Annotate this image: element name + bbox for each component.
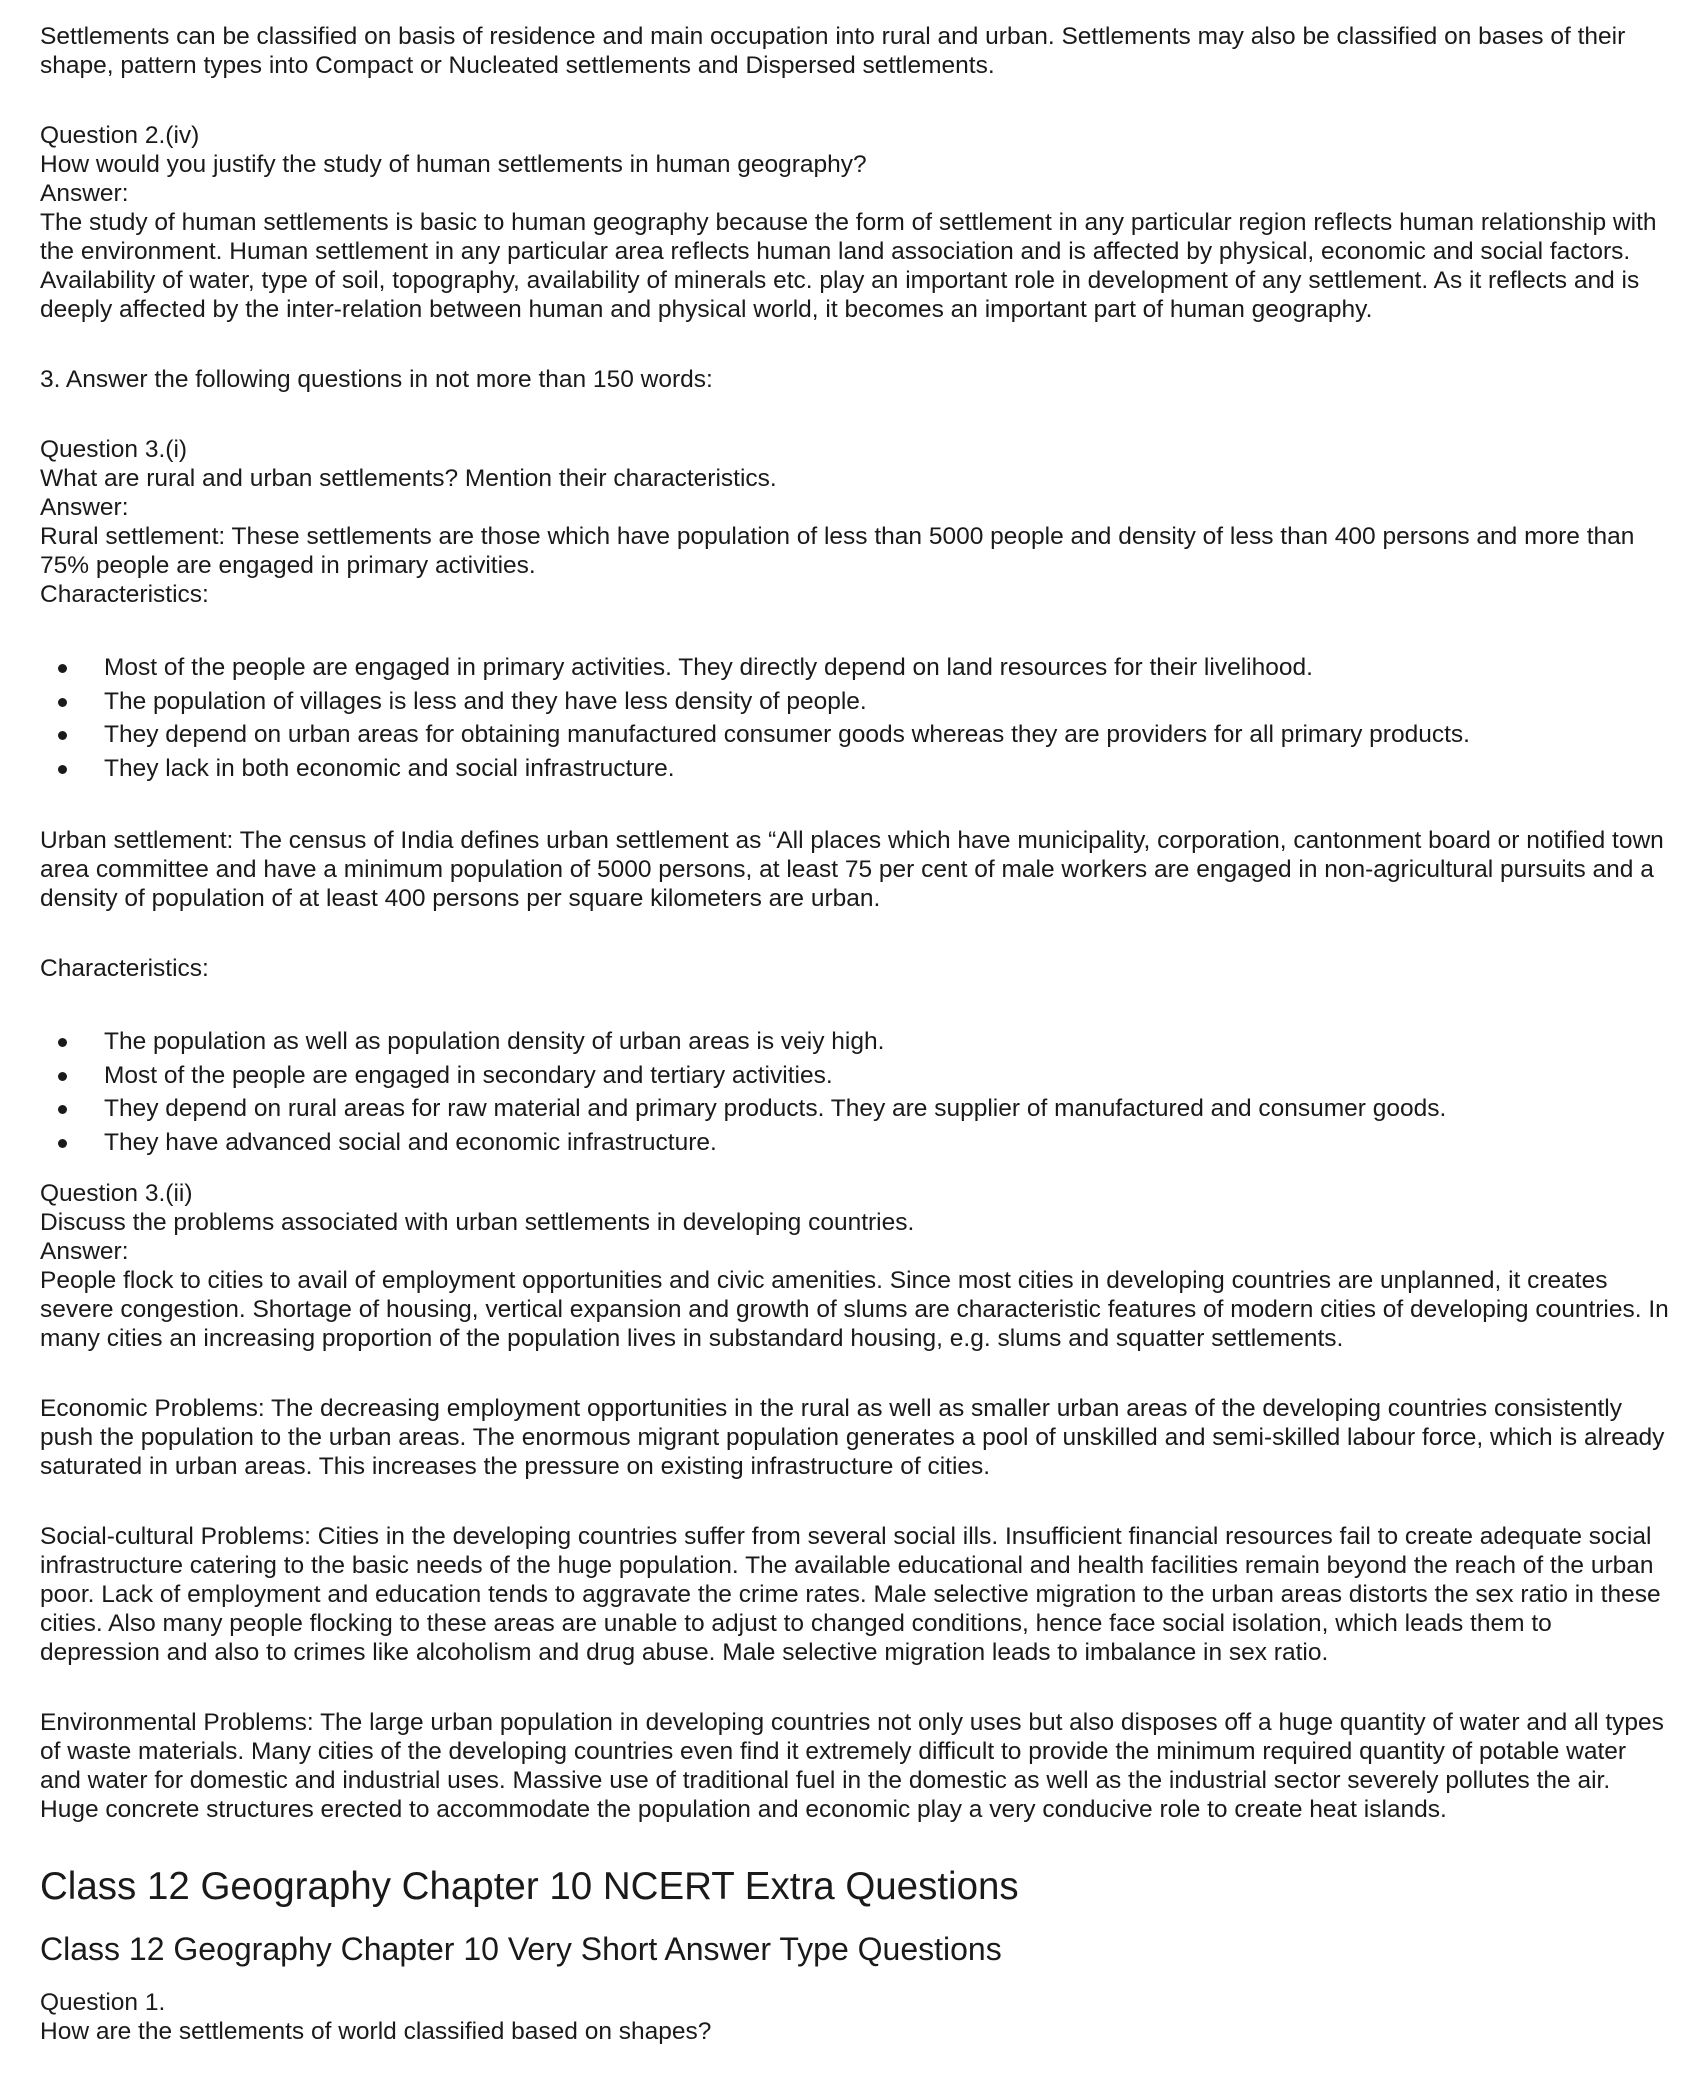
very-short-answer-heading: Class 12 Geography Chapter 10 Very Short Answer Type Questions bbox=[40, 1931, 1002, 1967]
question-label: Question 3.(i) bbox=[40, 436, 188, 463]
question-text: Discuss the problems associated with urban settlements in developing countries. bbox=[40, 1209, 915, 1236]
question-2-iv bbox=[40, 121, 1672, 324]
question-3-i bbox=[40, 435, 1672, 1159]
extra-questions-heading: Class 12 Geography Chapter 10 NCERT Extra Questions bbox=[40, 1865, 1019, 1908]
question-text: What are rural and urban settlements? Mention their characteristics. bbox=[40, 465, 777, 492]
rural-settlement-text: Rural settlement: These settlements are those which have population of less than 5000 people and density of less than 400 persons and more than 75% people are engaged in primary activities. bbox=[40, 523, 1635, 579]
intro-paragraph: Settlements can be classified on basis of residence and main occupation into rural and urban. Settlements may also be classified on bases of their shape, pattern types into Compact or Nucleated settlements and Dispersed settlements. bbox=[40, 23, 1626, 79]
list-item: They depend on rural areas for raw material and primary products. They are supplier of manufactured and consumer goods. bbox=[104, 1092, 1672, 1126]
social-cultural-problems-text: Social-cultural Problems: Cities in the developing countries suffer from several social ills. Insufficient financial resources fail to create adequate social infrastructure catering to the basic needs of the huge population. The available educational and health facilities remain beyond the reach of the urban poor. Lack of employment and education tends to aggravate the crime rates. Male selective migration to the urban areas distorts the sex ratio in these cities. Also many people flocking to these areas are unable to adjust to changed conditions, hence face social isolation, which leads them to depression and also to crimes like alcoholism and drug abuse. Male selective migration leads to imbalance in sex ratio. bbox=[40, 1523, 1661, 1666]
list-item: Most of the people are engaged in primary activities. They directly depend on land resources for their livelihood. bbox=[104, 651, 1672, 685]
answer-text: The study of human settlements is basic to human geography because the form of settlement in any particular region reflects human relationship with the environment. Human settlement in any particular area reflects human land association and is affected by physical, economic and social factors. Availability of water, type of soil, topography, availability of minerals etc. play an important role in development of any settlement. As it reflects and is deeply affected by the inter-relation between human and physical world, it becomes an important part of human geography. bbox=[40, 209, 1657, 323]
list-item: They depend on urban areas for obtaining manufactured consumer goods whereas they are providers for all primary products. bbox=[104, 718, 1672, 752]
question-label: Question 2.(iv) bbox=[40, 122, 200, 149]
environmental-problems-text: Environmental Problems: The large urban population in developing countries not only uses but also disposes off a huge quantity of water and all types of waste materials. Many cities of the developing countries even find it extremely difficult to provide the minimum required quantity of potable water and water for domestic and industrial uses. Massive use of traditional fuel in the domestic as well as the industrial sector severely pollutes the air. Huge concrete structures erected to accommodate the population and economic play a very conducive role to create heat islands. bbox=[40, 1709, 1664, 1823]
list-item: The population as well as population density of urban areas is veiy high. bbox=[104, 1025, 1672, 1059]
list-item: Most of the people are engaged in secondary and tertiary activities. bbox=[104, 1059, 1672, 1093]
economic-problems-text: Economic Problems: The decreasing employment opportunities in the rural as well as smaller urban areas of the developing countries consistently push the population to the urban areas. The enormous migrant population generates a pool of unskilled and semi-skilled labour force, which is already saturated in urban areas. This increases the pressure on existing infrastructure of cities. bbox=[40, 1395, 1665, 1480]
question-label: Question 1. bbox=[40, 1989, 166, 2016]
question-text: How are the settlements of world classified based on shapes? bbox=[40, 2018, 712, 2045]
urban-characteristics-label: Characteristics: bbox=[40, 955, 209, 982]
urban-characteristics-list bbox=[40, 1025, 1672, 1159]
rural-characteristics-list bbox=[40, 651, 1672, 785]
rural-characteristics-label: Characteristics: bbox=[40, 581, 209, 608]
answer-label: Answer: bbox=[40, 180, 129, 207]
answer-label: Answer: bbox=[40, 1238, 129, 1265]
question-1 bbox=[40, 1988, 1672, 2046]
urban-settlement-text: Urban settlement: The census of India defines urban settlement as “All places which have municipality, corporation, cantonment board or notified town area committee and have a minimum population of 5000 persons, at least 75 per cent of male workers are engaged in non-agricultural pursuits and a density of population of at least 400 persons per square kilometers are urban. bbox=[40, 827, 1664, 912]
list-item: They lack in both economic and social infrastructure. bbox=[104, 752, 1672, 786]
section-3-instruction: 3. Answer the following questions in not more than 150 words: bbox=[40, 366, 713, 393]
question-3-ii bbox=[40, 1179, 1672, 1824]
question-label: Question 3.(ii) bbox=[40, 1180, 193, 1207]
answer-label: Answer: bbox=[40, 494, 129, 521]
answer-text: People flock to cities to avail of employment opportunities and civic amenities. Since most cities in developing countries are unplanned, it creates severe congestion. Shortage of housing, vertical expansion and growth of slums are characteristic features of modern cities of developing countries. In many cities an increasing proportion of the population lives in substandard housing, e.g. slums and squatter settlements. bbox=[40, 1267, 1669, 1352]
list-item: The population of villages is less and they have less density of people. bbox=[104, 685, 1672, 719]
list-item: They have advanced social and economic infrastructure. bbox=[104, 1126, 1672, 1160]
question-text: How would you justify the study of human settlements in human geography? bbox=[40, 151, 867, 178]
